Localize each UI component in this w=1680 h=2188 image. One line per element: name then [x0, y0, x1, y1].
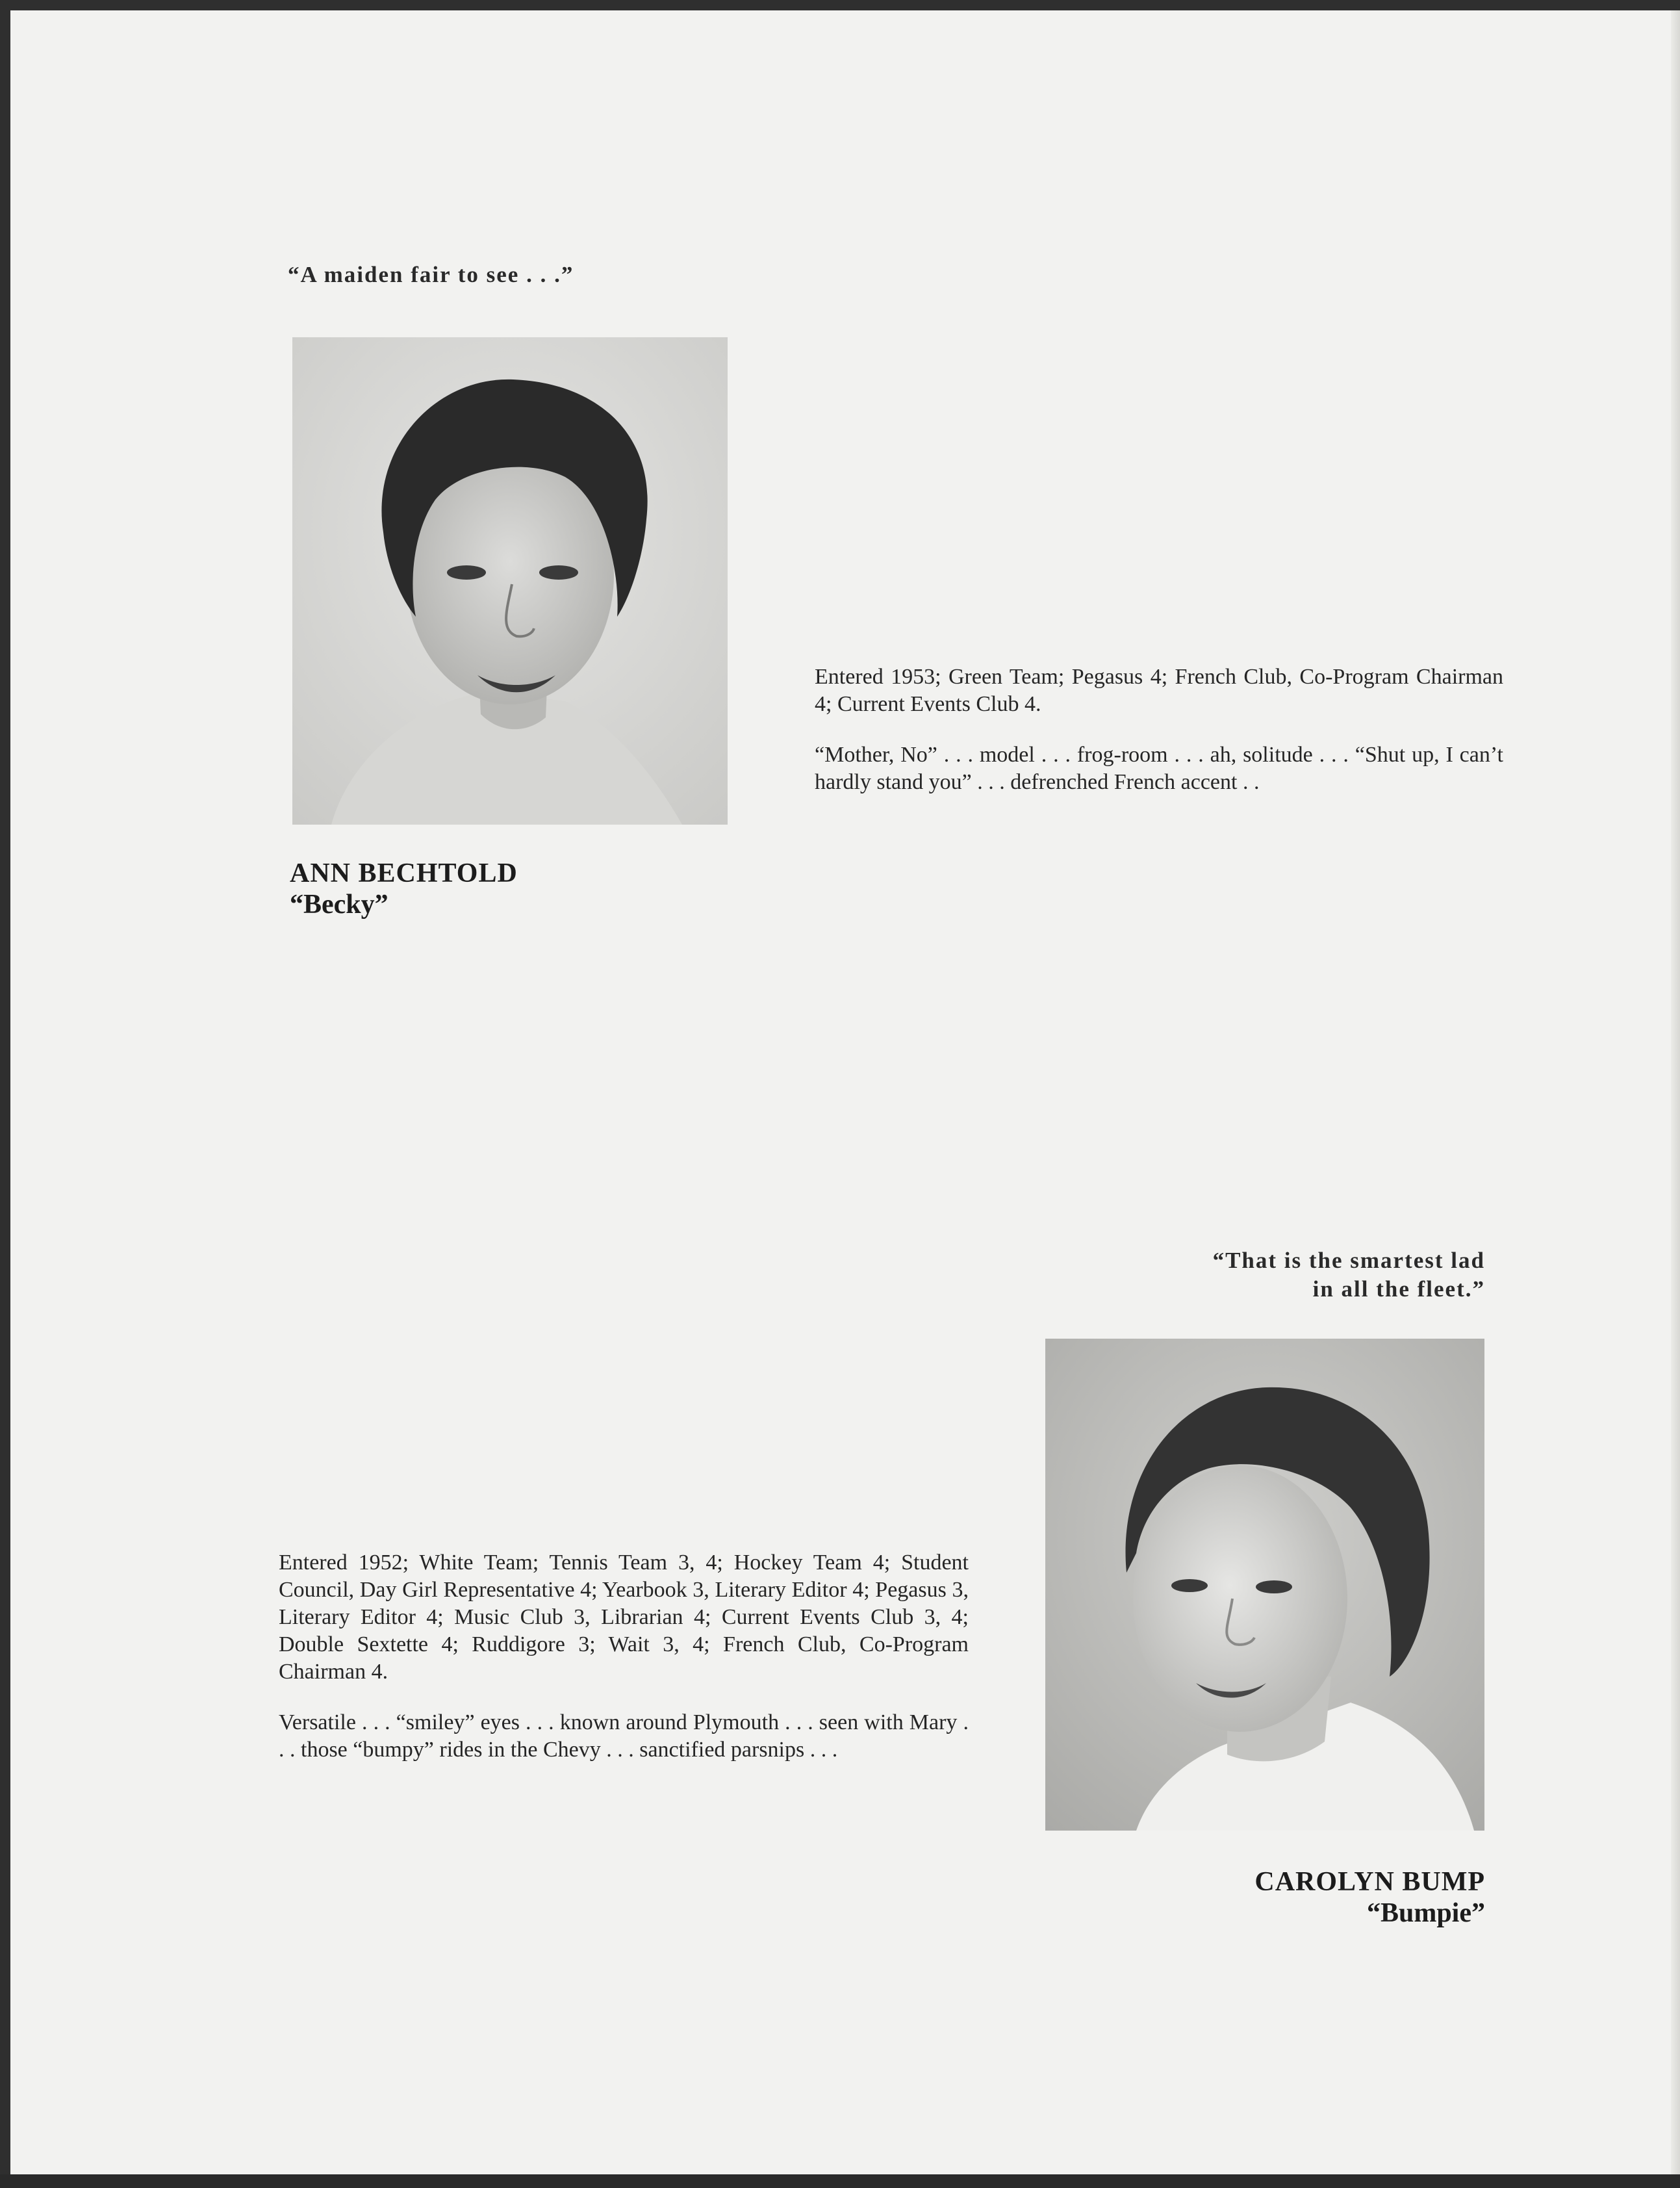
scan-border: [0, 2174, 1680, 2188]
student-name-block: [1254, 1866, 1485, 1929]
quote-line: “That is the smartest lad: [1212, 1248, 1485, 1273]
student-nickname: “Bumpie”: [1366, 1898, 1485, 1928]
student-nickname: “Becky”: [290, 890, 388, 920]
activities-text: Entered 1953; Green Team; Pegasus 4; French Club, Co-Program Chairman 4; Current Events Club 4.: [815, 665, 1503, 716]
yearbook-page: [10, 10, 1680, 2174]
remarks-text: Versatile . . . “smiley” eyes . . . known around Plymouth . . . seen with Mary . . . those “bumpy” rides in the Chevy . . . sanctified parsnips . . .: [279, 1710, 969, 1762]
remarks-text: “Mother, No” . . . model . . . frog-room . . . ah, solitude . . . “Shut up, I can’t hardly stand you” . . . defrenched French accent . .: [815, 743, 1503, 794]
quote-line: in all the fleet.”: [1312, 1276, 1485, 1302]
student-name-block: [290, 858, 518, 920]
bio-text: [815, 663, 1503, 819]
student-name: CAROLYN BUMP: [1254, 1867, 1485, 1897]
senior-quote: [1095, 1246, 1485, 1304]
portrait-photo: [292, 337, 728, 825]
student-name: ANN BECHTOLD: [290, 858, 518, 888]
portrait-photo: [1045, 1339, 1484, 1831]
activities-text: Entered 1952; White Team; Tennis Team 3, 4; Hockey Team 4; Student Council, Day Girl Representative 4; Yearbook 3, Literary Editor 4; Pegasus 3, Literary Editor 4; Music Club 3, Librarian 4; Current Events Club 3, 4; Double Sextette 4; Ruddigore 3; Wait 3, 4; French Club, Co-Program Chairman 4.: [279, 1551, 969, 1684]
senior-quote: “A maiden fair to see . . .”: [288, 262, 574, 287]
bio-text: [279, 1549, 969, 1787]
